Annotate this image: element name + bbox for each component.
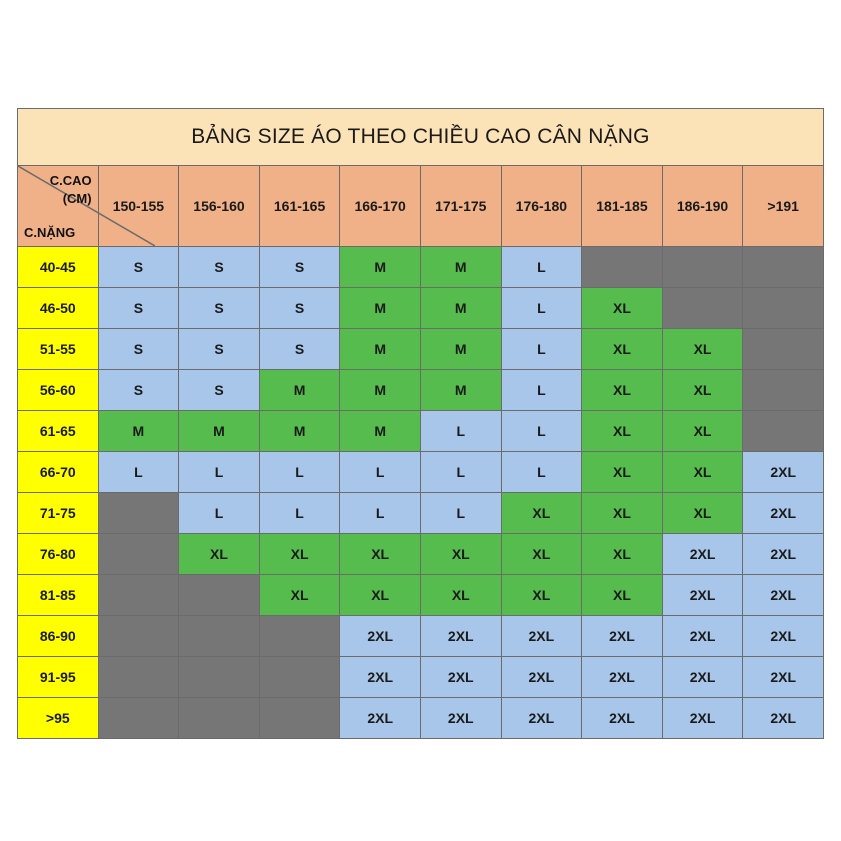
size-cell-label: L — [214, 505, 224, 521]
size-cell-label: 2XL — [689, 669, 716, 685]
size-cell-r10-c0 — [98, 657, 179, 698]
size-cell-r10-c1 — [179, 657, 260, 698]
size-cell-label: 2XL — [770, 505, 797, 521]
size-cell-r6-c1 — [179, 493, 260, 534]
table-row — [18, 575, 824, 616]
size-cell-r1-c6 — [582, 288, 663, 329]
size-cell-label: L — [537, 382, 546, 398]
size-cell-label: XL — [613, 464, 631, 480]
size-cell-r11-c2 — [259, 698, 340, 739]
size-cell-label: L — [537, 259, 546, 275]
size-cell-label: L — [456, 423, 466, 439]
size-cell-label: S — [294, 300, 305, 316]
size-cell-label: M — [213, 423, 225, 439]
size-cell-label: L — [295, 505, 304, 521]
size-cell-r5-c0 — [98, 452, 179, 493]
size-cell-r3-c2 — [259, 370, 340, 411]
table-row — [18, 452, 824, 493]
size-cell-r4-c8 — [743, 411, 824, 452]
weight-axis-label: C.NẶNG — [24, 225, 76, 240]
table-row — [18, 698, 824, 739]
size-cell-label: 2XL — [447, 710, 474, 726]
size-cell-r1-c2 — [259, 288, 340, 329]
header-row — [18, 166, 824, 247]
size-cell-r8-c5 — [501, 575, 582, 616]
table-row — [18, 657, 824, 698]
size-cell-r2-c2 — [259, 329, 340, 370]
size-cell-r8-c1 — [179, 575, 260, 616]
size-cell-label: 2XL — [770, 546, 797, 562]
column-header-1: 156-160 — [179, 166, 260, 247]
size-cell-label: 2XL — [689, 546, 716, 562]
page-title: BẢNG SIZE ÁO THEO CHIỀU CAO CÂN NẶNG — [18, 109, 824, 166]
column-header-8: >191 — [743, 166, 824, 247]
size-cell-r2-c1 — [179, 329, 260, 370]
size-cell-label: M — [374, 259, 386, 275]
size-cell-label: 2XL — [447, 669, 474, 685]
size-cell-r5-c7 — [662, 452, 743, 493]
column-header-4: 171-175 — [420, 166, 501, 247]
size-cell-r2-c4 — [420, 329, 501, 370]
size-cell-label: 2XL — [528, 669, 555, 685]
size-cell-r4-c0 — [98, 411, 179, 452]
size-cell-label: L — [537, 341, 546, 357]
size-cell-r2-c6 — [582, 329, 663, 370]
size-cell-label: L — [537, 300, 546, 316]
size-cell-r1-c4 — [420, 288, 501, 329]
size-cell-r0-c4 — [420, 247, 501, 288]
size-cell-label: M — [132, 423, 145, 439]
size-cell-r4-c4 — [420, 411, 501, 452]
size-cell-r6-c3 — [340, 493, 421, 534]
size-cell-r3-c4 — [420, 370, 501, 411]
size-cell-label: S — [214, 300, 224, 316]
size-cell-r2-c5 — [501, 329, 582, 370]
size-cell-label: 2XL — [528, 628, 555, 644]
size-cell-r7-c0 — [98, 534, 179, 575]
size-cell-label: L — [537, 423, 546, 439]
size-cell-r3-c3 — [340, 370, 421, 411]
size-cell-r5-c6 — [582, 452, 663, 493]
size-cell-label: M — [374, 423, 386, 439]
size-cell-label: XL — [451, 587, 470, 603]
size-cell-r6-c0 — [98, 493, 179, 534]
size-cell-label: XL — [290, 587, 309, 603]
row-header-2: 51-55 — [18, 329, 99, 370]
size-cell-r0-c7 — [662, 247, 743, 288]
size-cell-label: XL — [613, 546, 631, 562]
size-cell-r3-c5 — [501, 370, 582, 411]
size-cell-r10-c7 — [662, 657, 743, 698]
size-cell-label: 2XL — [689, 710, 716, 726]
size-cell-r0-c8 — [743, 247, 824, 288]
size-chart-container — [17, 108, 824, 739]
size-cell-label: 2XL — [689, 587, 716, 603]
size-cell-label: S — [133, 300, 144, 316]
size-cell-label: 2XL — [609, 710, 635, 726]
row-header-3: 56-60 — [18, 370, 99, 411]
size-table — [17, 108, 824, 739]
size-cell-r10-c3 — [340, 657, 421, 698]
size-cell-r4-c3 — [340, 411, 421, 452]
size-cell-r10-c2 — [259, 657, 340, 698]
size-cell-label: 2XL — [770, 628, 797, 644]
size-cell-label: L — [537, 464, 546, 480]
row-header-6: 71-75 — [18, 493, 99, 534]
size-cell-label: S — [294, 259, 305, 275]
size-cell-r11-c3 — [340, 698, 421, 739]
size-cell-label: 2XL — [689, 628, 716, 644]
size-cell-r1-c8 — [743, 288, 824, 329]
column-header-0: 150-155 — [98, 166, 179, 247]
size-cell-label: S — [214, 341, 224, 357]
row-header-10: 91-95 — [18, 657, 99, 698]
size-cell-r6-c5 — [501, 493, 582, 534]
size-cell-r11-c8 — [743, 698, 824, 739]
size-cell-r2-c7 — [662, 329, 743, 370]
size-cell-r5-c3 — [340, 452, 421, 493]
height-axis-label — [50, 172, 92, 207]
size-cell-r10-c5 — [501, 657, 582, 698]
size-cell-r1-c0 — [98, 288, 179, 329]
size-cell-label: XL — [613, 423, 631, 439]
size-cell-r1-c3 — [340, 288, 421, 329]
size-cell-r3-c0 — [98, 370, 179, 411]
row-header-4: 61-65 — [18, 411, 99, 452]
size-cell-r0-c2 — [259, 247, 340, 288]
size-cell-r10-c8 — [743, 657, 824, 698]
height-axis-label-line1: C.CAO — [49, 173, 92, 188]
size-cell-r2-c8 — [743, 329, 824, 370]
size-cell-r8-c4 — [420, 575, 501, 616]
size-cell-r4-c2 — [259, 411, 340, 452]
row-header-8: 81-85 — [18, 575, 99, 616]
table-row — [18, 534, 824, 575]
table-row — [18, 411, 824, 452]
row-header-7: 76-80 — [18, 534, 99, 575]
size-cell-r2-c0 — [98, 329, 179, 370]
size-cell-label: XL — [693, 505, 712, 521]
size-cell-r10-c6 — [582, 657, 663, 698]
size-cell-label: L — [214, 464, 224, 480]
size-cell-label: 2XL — [367, 710, 394, 726]
size-cell-label: XL — [613, 341, 631, 357]
column-header-7: 186-190 — [662, 166, 743, 247]
size-cell-r9-c7 — [662, 616, 743, 657]
size-cell-r5-c1 — [179, 452, 260, 493]
row-header-1: 46-50 — [18, 288, 99, 329]
size-cell-r5-c4 — [420, 452, 501, 493]
size-cell-label: 2XL — [770, 587, 797, 603]
size-cell-label: XL — [532, 587, 551, 603]
size-cell-r4-c6 — [582, 411, 663, 452]
size-cell-label: L — [295, 464, 304, 480]
size-cell-r7-c6 — [582, 534, 663, 575]
size-cell-label: M — [454, 300, 467, 316]
column-header-2: 161-165 — [259, 166, 340, 247]
size-cell-label: L — [456, 505, 466, 521]
size-cell-label: 2XL — [528, 710, 555, 726]
size-cell-r8-c7 — [662, 575, 743, 616]
size-cell-label: XL — [210, 546, 228, 562]
size-cell-label: M — [293, 382, 306, 398]
size-cell-label: 2XL — [770, 464, 797, 480]
table-row — [18, 288, 824, 329]
size-cell-r7-c8 — [743, 534, 824, 575]
size-cell-label: 2XL — [367, 669, 394, 685]
size-table-body — [18, 109, 824, 739]
size-cell-r3-c7 — [662, 370, 743, 411]
axis-corner-cell — [18, 166, 99, 247]
size-cell-label: 2XL — [609, 669, 635, 685]
size-cell-r11-c5 — [501, 698, 582, 739]
row-header-0: 40-45 — [18, 247, 99, 288]
size-cell-label: M — [374, 341, 386, 357]
table-row — [18, 247, 824, 288]
size-cell-label: M — [374, 382, 386, 398]
size-cell-label: XL — [532, 546, 551, 562]
size-cell-r11-c1 — [179, 698, 260, 739]
size-cell-label: XL — [371, 546, 390, 562]
size-cell-r3-c8 — [743, 370, 824, 411]
size-cell-label: M — [374, 300, 386, 316]
size-cell-r11-c4 — [420, 698, 501, 739]
row-header-11: >95 — [18, 698, 99, 739]
size-cell-r9-c6 — [582, 616, 663, 657]
size-cell-r7-c4 — [420, 534, 501, 575]
size-cell-r8-c3 — [340, 575, 421, 616]
size-cell-r1-c1 — [179, 288, 260, 329]
height-axis-label-line2: (CM) — [62, 190, 92, 206]
size-cell-r6-c4 — [420, 493, 501, 534]
size-cell-r9-c3 — [340, 616, 421, 657]
size-cell-r1-c7 — [662, 288, 743, 329]
column-header-3: 166-170 — [340, 166, 421, 247]
size-cell-label: L — [375, 464, 385, 480]
size-cell-r4-c5 — [501, 411, 582, 452]
table-row — [18, 616, 824, 657]
size-cell-r3-c1 — [179, 370, 260, 411]
size-cell-label: L — [375, 505, 385, 521]
table-row — [18, 370, 824, 411]
size-cell-label: XL — [693, 423, 712, 439]
size-cell-r9-c4 — [420, 616, 501, 657]
size-cell-r5-c2 — [259, 452, 340, 493]
row-header-9: 86-90 — [18, 616, 99, 657]
size-cell-label: S — [133, 259, 144, 275]
size-cell-label: L — [456, 464, 466, 480]
size-cell-label: 2XL — [770, 710, 797, 726]
size-cell-label: S — [133, 382, 144, 398]
size-cell-label: M — [293, 423, 306, 439]
size-cell-r7-c5 — [501, 534, 582, 575]
size-cell-label: XL — [451, 546, 470, 562]
size-cell-r9-c2 — [259, 616, 340, 657]
column-header-5: 176-180 — [501, 166, 582, 247]
size-cell-r7-c2 — [259, 534, 340, 575]
size-cell-label: XL — [613, 505, 631, 521]
size-cell-label: XL — [371, 587, 390, 603]
size-cell-label: XL — [613, 300, 631, 316]
size-cell-r6-c7 — [662, 493, 743, 534]
size-cell-r9-c0 — [98, 616, 179, 657]
size-cell-r7-c7 — [662, 534, 743, 575]
corner-inner — [18, 166, 98, 246]
size-cell-r0-c6 — [582, 247, 663, 288]
size-cell-r8-c0 — [98, 575, 179, 616]
size-cell-r10-c4 — [420, 657, 501, 698]
size-cell-label: S — [294, 341, 305, 357]
size-cell-label: M — [454, 259, 467, 275]
size-cell-r6-c2 — [259, 493, 340, 534]
table-row — [18, 493, 824, 534]
size-cell-r4-c7 — [662, 411, 743, 452]
size-cell-r7-c1 — [179, 534, 260, 575]
size-cell-r2-c3 — [340, 329, 421, 370]
size-cell-r11-c0 — [98, 698, 179, 739]
size-cell-label: L — [134, 464, 143, 480]
size-cell-label: S — [133, 341, 144, 357]
size-cell-r9-c1 — [179, 616, 260, 657]
size-cell-label: XL — [693, 382, 712, 398]
size-cell-label: 2XL — [609, 628, 635, 644]
size-cell-label: S — [214, 382, 224, 398]
size-cell-r5-c8 — [743, 452, 824, 493]
size-cell-label: XL — [613, 587, 631, 603]
size-cell-r8-c6 — [582, 575, 663, 616]
size-cell-r0-c3 — [340, 247, 421, 288]
row-header-5: 66-70 — [18, 452, 99, 493]
column-header-6: 181-185 — [582, 166, 663, 247]
size-cell-r8-c2 — [259, 575, 340, 616]
size-cell-r9-c5 — [501, 616, 582, 657]
size-cell-r9-c8 — [743, 616, 824, 657]
size-cell-label: XL — [290, 546, 309, 562]
size-cell-r7-c3 — [340, 534, 421, 575]
size-cell-r11-c7 — [662, 698, 743, 739]
size-cell-r5-c5 — [501, 452, 582, 493]
size-cell-r8-c8 — [743, 575, 824, 616]
size-cell-label: 2XL — [447, 628, 474, 644]
table-row — [18, 329, 824, 370]
size-cell-label: 2XL — [770, 669, 797, 685]
size-cell-r4-c1 — [179, 411, 260, 452]
size-cell-label: XL — [693, 464, 712, 480]
size-cell-r0-c1 — [179, 247, 260, 288]
size-cell-label: XL — [693, 341, 712, 357]
size-cell-r0-c0 — [98, 247, 179, 288]
size-cell-label: M — [454, 341, 467, 357]
size-cell-r3-c6 — [582, 370, 663, 411]
size-cell-r6-c8 — [743, 493, 824, 534]
size-cell-r11-c6 — [582, 698, 663, 739]
size-cell-label: M — [454, 382, 467, 398]
size-cell-label: XL — [613, 382, 631, 398]
size-cell-r0-c5 — [501, 247, 582, 288]
title-row — [18, 109, 824, 166]
size-cell-r1-c5 — [501, 288, 582, 329]
size-cell-label: 2XL — [367, 628, 394, 644]
size-cell-label: S — [214, 259, 224, 275]
size-cell-label: XL — [532, 505, 551, 521]
size-cell-r6-c6 — [582, 493, 663, 534]
